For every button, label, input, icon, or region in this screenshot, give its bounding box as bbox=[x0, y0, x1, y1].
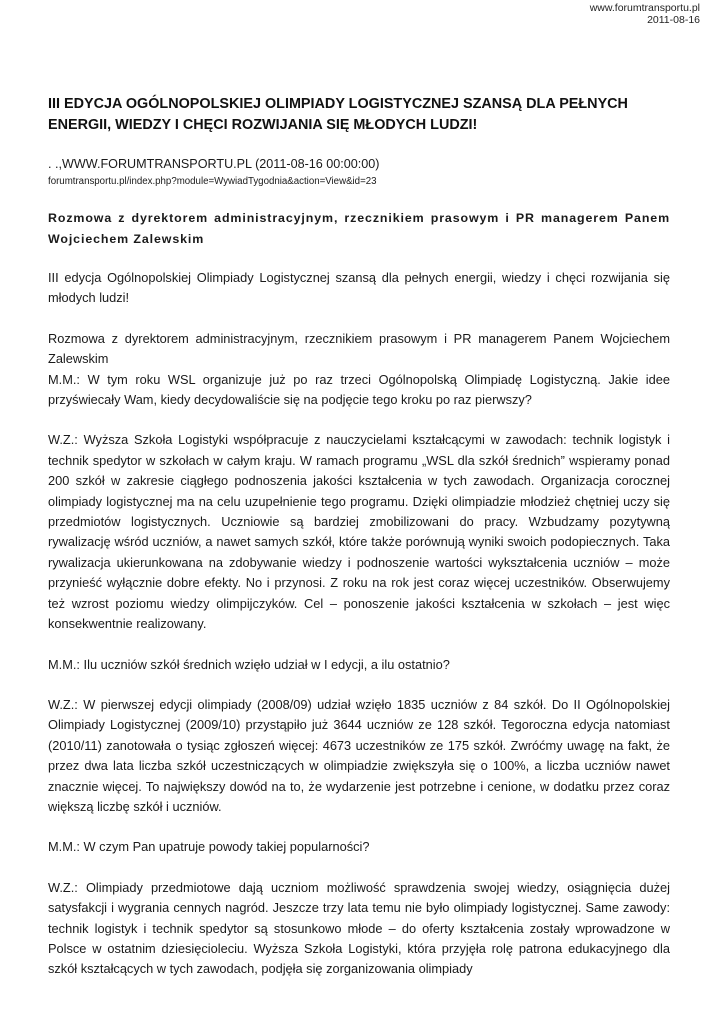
paragraph-intro: III edycja Ogólnopolskiej Olimpiady Logistycznej szansą dla pełnych energii, wiedzy i chęci rozwijania się młodych ludzi! bbox=[48, 270, 670, 306]
paragraph-answer-2: W.Z.: W pierwszej edycji olimpiady (2008/09) udział wzięło 1835 uczniów z 84 szkół. Do II Ogólnopolskiej Olimpiady Logistycznej (2009/10) przystąpiło już 3644 uczniów ze 128 szkół. Tegoroczna edycja natomiast (2010/11) zanotowała o tysiąc zgłoszeń więcej: 4673 uczestników ze 175 szkół. Zwróćmy uwagę na fakt, że przez dwa lata liczba szkół uczestniczących w olimpiadzie zwiększyła się o 100%, a liczba uczniów nawet znacznie więcej. To największy dowód na to, że wydarzenie jest potrzebne i cenione, w dodatku przez coraz większą liczbę szkół i uczniów. bbox=[48, 696, 670, 814]
article-title: III EDYCJA OGÓLNOPOLSKIEJ OLIMPIADY LOGISTYCZNEJ SZANSĄ DLA PEŁNYCH ENERGII, WIEDZY I CHĘCI ROZWIJANIA SIĘ MŁODYCH LUDZI! bbox=[48, 96, 628, 133]
paragraph-question-3: M.M.: W czym Pan upatruje powody takiej popularności? bbox=[48, 839, 370, 855]
paragraph-question-1: M.M.: W tym roku WSL organizuje już po raz trzeci Ogólnopolską Olimpiadę Logistyczną. Jakie idee przyświecały Wam, kiedy decydowaliście się na podjęcie tego kroku po raz pierwszy? bbox=[48, 371, 670, 408]
article bbox=[48, 94, 670, 980]
article-source: . .,WWW.FORUMTRANSPORTU.PL (2011-08-16 00:00:00) bbox=[48, 157, 380, 171]
header-site: www.forumtransportu.pl bbox=[589, 2, 700, 14]
article-lead: Rozmowa z dyrektorem administracyjnym, rzecznikiem prasowym i PR managerem Panem Wojciechem Zalewskim bbox=[48, 211, 670, 246]
paragraph-question-2: M.M.: Ilu uczniów szkół średnich wzięło udział w I edycji, a ilu ostatnio? bbox=[48, 656, 450, 672]
paragraph-answer-3: W.Z.: Olimpiady przedmiotowe dają uczniom możliwość sprawdzenia swojej wiedzy, osiągnięcia dużej satysfakcji i wygrania cennych nagród. Jeszcze trzy lata temu nie było olimpiady logistycznej. Same zawody: technik logistyk i technik spedytor są stosunkowo młode – do oferty kształcenia zostały wprowadzone w Polsce w ostatnim dziesięcioleciu. Wyższa Szkoła Logistyki, która przyjęła rolę patrona edukacyjnego dla szkół kształcących w tych zawodach, podjęła się zorganizowania olimpiady bbox=[48, 879, 670, 977]
paragraph-answer-1: W.Z.: Wyższa Szkoła Logistyki współpracuje z nauczycielami kształcącymi w zawodach: technik logistyk i technik spedytor w szkołach w całym kraju. W ramach programu „WSL dla szkół średnich” wspieramy ponad 200 szkół w zakresie ciągłego podnoszenia jakości kształcenia w tych zawodach. Organizacja corocznej olimpiady logistycznej ma na celu uzupełnienie tego programu. Dzięki olimpiadzie młodzież chętniej uczy się przedmiotów logistycznych. Uczniowie są bardziej zmobilizowani do pracy. Wzbudzamy pozytywną rywalizację wśród uczniów, a nawet samych szkół, które także porównują wyniki swoich podopiecznych. Taka rywalizacja ukierunkowana na zdobywanie wiedzy i podnoszenie wartości wykształcenia uczniów – może przynieść wyłącznie dobre efekty. No i przynosi. Z roku na rok jest coraz więcej uczestników. Obserwujemy też wzrost poziomu wiedzy olimpijczyków. Cel – ponoszenie jakości kształcenia w szkołach – jest więc konsekwentnie realizowany. bbox=[48, 432, 670, 632]
page-header-meta bbox=[590, 2, 700, 26]
paragraph-interview-subject: Rozmowa z dyrektorem administracyjnym, rzecznikiem prasowym i PR managerem Panem Wojciechem Zalewskim bbox=[48, 330, 670, 367]
article-source-url: forumtransportu.pl/index.php?module=WywiadTygodnia&action=View&id=23 bbox=[48, 176, 377, 187]
header-date: 2011-08-16 bbox=[647, 14, 700, 26]
